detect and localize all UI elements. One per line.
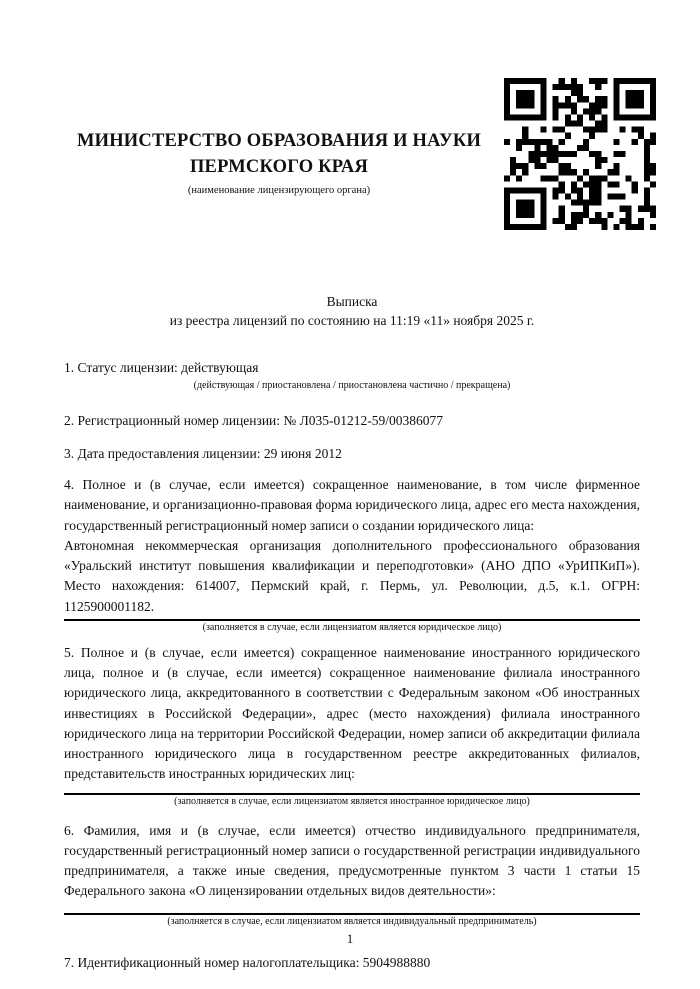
license-grant-date-line: 3. Дата предоставления лицензии: 29 июня 2012 (64, 445, 342, 461)
legal-entity-value: Автономная некоммерческая организация дополнительного профессионального образования «Уральский институт повышения квалификации и переподготовки» (АНО ДПО «УрИПКиП»). Место нахождения: 614007, Пермский край, г. Пермь, ул. Революции, д.5, к.1. ОГРН: 1125900001182. (64, 537, 640, 614)
qr-code-icon (504, 78, 656, 230)
entrepreneur-caption: (заполняется в случае, если лицензиатом является индивидуальный предприниматель) (167, 915, 537, 927)
document-title-line2: из реестра лицензий по состоянию на 11:19 «11» ноября 2025 г. (169, 313, 535, 329)
legal-entity-caption: (заполняется в случае, если лицензиатом является юридическое лицо) (202, 621, 502, 633)
document-header (64, 0, 640, 230)
foreign-entity-section-label: 5. Полное и (в случае, если имеется) сокращенное наименование иностранного юридического лица, полное и (в случае, если имеется) сокращенное наименование филиала иностранного юридического лица, аккредитованного в соответствии с Федеральным законом «Об иностранных инвестициях в Российской Федерации», адрес (место нахождения) филиала иностранного юридического лица на территории Российской Федерации, номер записи об аккредитации филиала иностранного юридического лица в государственном реестре аккредитованных филиалов, представительств иностранных юридических лиц: (64, 644, 640, 782)
licensing-authority-block (64, 78, 504, 196)
ministry-name-line1: МИНИСТЕРСТВО ОБРАЗОВАНИЯ И НАУКИ (76, 131, 482, 151)
legal-entity-section-label: 4. Полное и (в случае, если имеется) сокращенное наименование, в том числе фирменное наименование, и организационно-правовая форма юридического лица, адрес его места нахождения, государственный регистрационный номер записи о создании юридического лица: (64, 477, 640, 533)
page-number: 1 (346, 931, 354, 946)
foreign-entity-caption: (заполняется в случае, если лицензиатом является иностранное юридическое лицо) (174, 795, 530, 807)
ministry-name-line2: ПЕРМСКОГО КРАЯ (189, 157, 369, 178)
document-title (64, 292, 640, 330)
license-status-options-caption: (действующая / приостановлена / приостановлена частично / прекращена) (193, 379, 511, 391)
ministry-name (64, 128, 494, 181)
entrepreneur-section-label: 6. Фамилия, имя и (в случае, если имеется) отчество индивидуального предпринимателя, государственный регистрационный номер записи о государственной регистрации индивидуального предпринимателя, а также иные сведения, предусмотренные пунктом 3 части 1 статьи 15 Федерального закона «О лицензировании отдельных видов деятельности»: (64, 822, 640, 899)
ministry-caption: (наименование лицензирующего органа) (187, 184, 371, 196)
license-status-line: 1. Статус лицензии: действующая (64, 360, 259, 376)
registration-number-line: 2. Регистрационный номер лицензии: № Л035-01212-59/00386077 (64, 412, 444, 428)
document-title-line1: Выписка (326, 294, 378, 309)
taxpayer-id-line: 7. Идентификационный номер налогоплательщика: 5904988880 (64, 954, 431, 970)
